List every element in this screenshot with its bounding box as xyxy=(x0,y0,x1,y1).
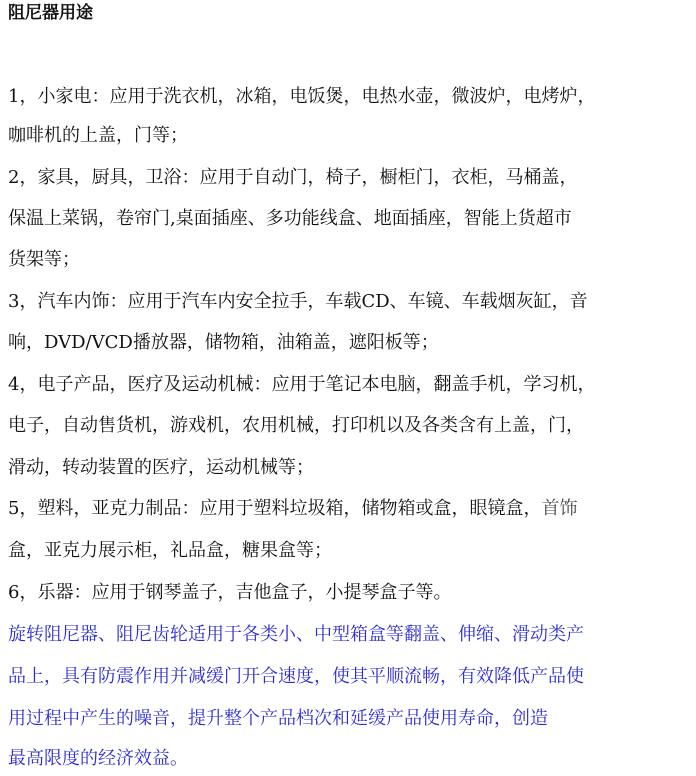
text-line: 6，乐器：应用于钢琴盖子，吉他盒子，小提琴盒子等。 xyxy=(8,582,452,603)
text-line: 电子，自动售货机，游戏机，农用机械，打印机以及各类含有上盖，门， xyxy=(8,415,584,436)
text-line: 货架等； xyxy=(8,249,80,270)
text-line: 4，电子产品，医疗及运动机械：应用于笔记本电脑，翻盖手机，学习机， xyxy=(8,374,596,395)
summary-line: 旋转阻尼器、阻尼齿轮适用于各类小、中型箱盒等翻盖、伸缩、滑动类产 xyxy=(8,624,584,645)
text-line: 3，汽车内饰：应用于汽车内安全拉手，车载CD、车镜、车载烟灰缸，音 xyxy=(8,291,588,312)
text-line: 咖啡机的上盖，门等； xyxy=(8,125,188,146)
text-line: 1，小家电：应用于洗衣机，冰箱，电饭煲，电热水壶，微波炉，电烤炉， xyxy=(8,86,596,107)
text-line: 滑动，转动装置的医疗，运动机械等； xyxy=(8,457,314,478)
text-line: 5，塑料，亚克力制品：应用于塑料垃圾箱，储物箱或盒，眼镜盒，首饰 xyxy=(8,498,578,519)
summary-line: 用过程中产生的噪音，提升整个产品档次和延缓产品使用寿命，创造 xyxy=(8,708,548,729)
text-line: 盒，亚克力展示柜，礼品盒，糖果盒等； xyxy=(8,540,332,561)
summary-line: 品上，具有防震作用并减缓门开合速度，使其平顺流畅，有效降低产品使 xyxy=(8,666,584,687)
highlighted-text: 首饰 xyxy=(541,498,578,519)
document-title: 阻尼器用途 xyxy=(8,3,93,23)
text-line: 2，家具，厨具，卫浴：应用于自动门，椅子，橱柜门，衣柜，马桶盖， xyxy=(8,167,578,188)
text-line: 保温上菜锅，卷帘门,桌面插座、多功能线盒、地面插座，智能上货超市 xyxy=(8,208,572,229)
text-line: 响，DVD/VCD播放器，储物箱，油箱盖，遮阳板等； xyxy=(8,332,439,353)
summary-line: 最高限度的经济效益。 xyxy=(8,748,188,769)
